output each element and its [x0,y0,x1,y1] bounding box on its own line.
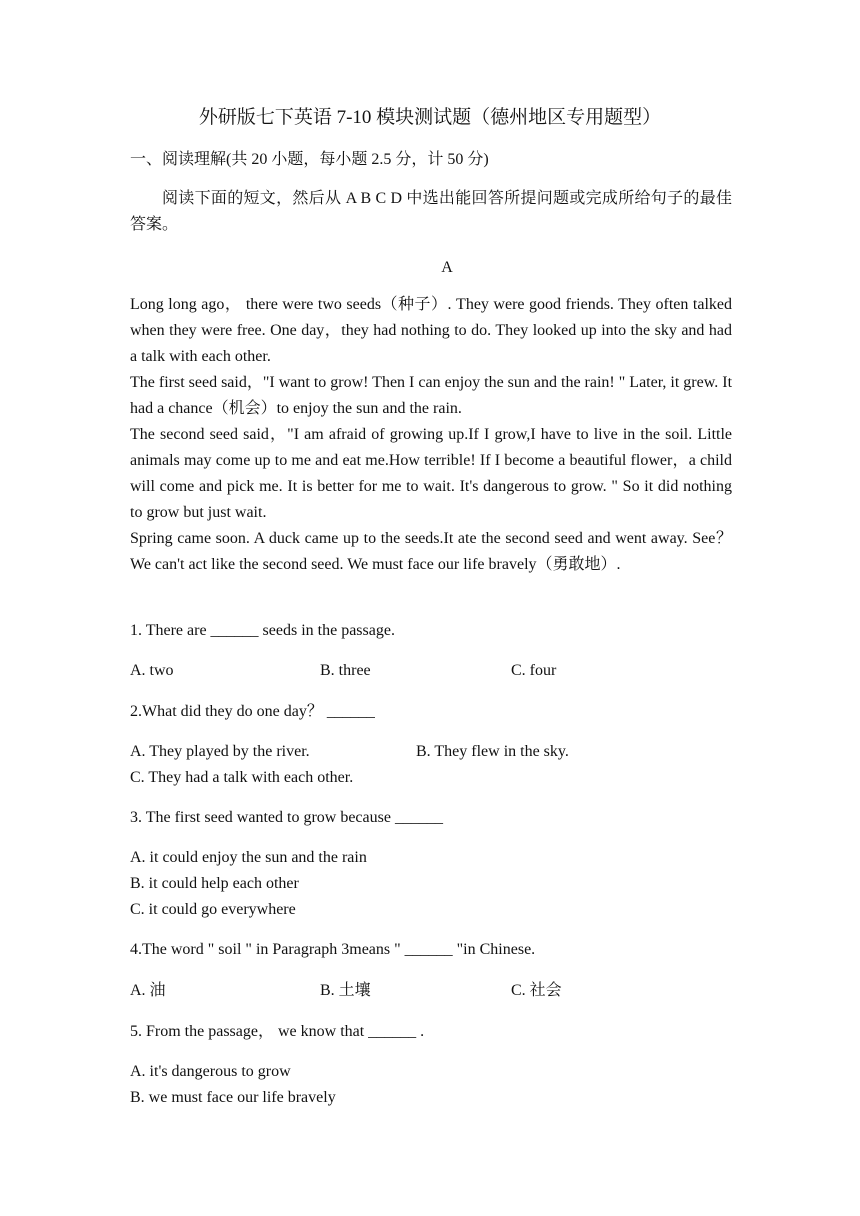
passage-label: A [441,259,453,276]
instructions: 阅读下面的短文，然后从 A B C D 中选出能回答所提问题或完成所给句子的最佳答案。 [130,190,732,233]
passage-paragraph: The first seed said，"I want to grow! Then I can enjoy the sun and the rain! " Later, it grew. It had a chance（机会）to enjoy the sun and the rain. [130,374,733,417]
question-stem: 5. From the passage， we know that ______ . [130,1023,425,1040]
question-stem: 3. The first seed wanted to grow because ______ [130,809,443,826]
question-stem: 2.What did they do one day？ ______ [130,703,375,720]
option: B. it could help each other [130,875,299,892]
option: B. we must face our life bravely [130,1089,336,1106]
option: A. They played by the river. [130,743,310,760]
question-stem: 1. There are ______ seeds in the passage. [130,622,395,639]
question-stem: 4.The word " soil " in Paragraph 3means " ______ "in Chinese. [130,941,536,958]
document-title: 外研版七下英语 7-10 模块测试题（德州地区专用题型） [198,107,662,128]
option: B. They flew in the sky. [416,743,569,760]
passage-paragraph: Long long ago， there were two seeds（种子）. They were good friends. They often talked when they were free. One day，they had nothing to do. They looked up into the sky and had a talk with each other. [130,296,732,365]
passage-paragraph: Spring came soon. A duck came up to the seeds.It ate the second seed and went away. See？We can't act like the second seed. We must face our life bravely（勇敢地）. [130,530,732,573]
option: A. it could enjoy the sun and the rain [130,849,367,866]
option: A. it's dangerous to grow [130,1063,291,1080]
option-row [130,739,732,765]
option: C. four [511,662,557,679]
option: C. They had a talk with each other. [130,769,354,786]
section-heading: 一、阅读理解(共 20 小题，每小题 2.5 分，计 50 分) [130,151,489,168]
option-row [130,978,732,1004]
option: A. two [130,662,174,679]
reading-passage [130,292,732,578]
option: B. 土壤 [320,982,371,999]
option-row [130,658,732,684]
option: C. it could go everywhere [130,901,296,918]
option: A. 油 [130,982,166,999]
option: C. 社会 [511,982,562,999]
passage-paragraph: The second seed said，"I am afraid of growing up.If I grow,I have to live in the soil. Little animals may come up to me and eat me.How terrible! If I become a beautiful flower，a child will come and pick me. It is better for me to wait. It's dangerous to grow. " So it did nothing to grow but just wait. [130,426,733,521]
option: B. three [320,662,371,679]
